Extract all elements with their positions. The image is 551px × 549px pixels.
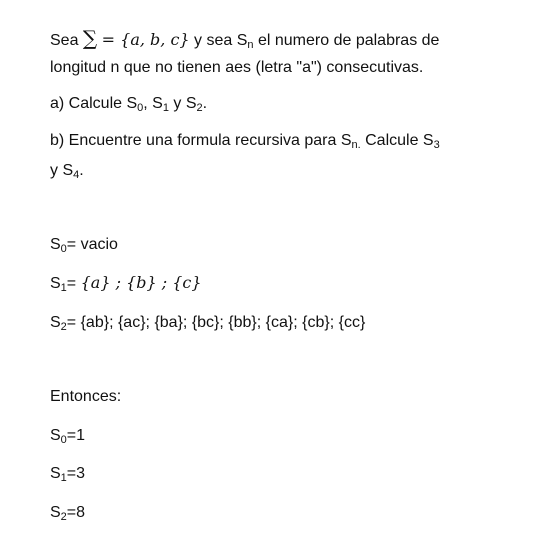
solution-s0 xyxy=(50,235,118,255)
problem-part-b-cont xyxy=(50,161,84,181)
subscript-1: 1 xyxy=(60,282,67,294)
s-label: S xyxy=(50,504,61,521)
part-b-cont-prefix: y S xyxy=(50,162,74,179)
s-label: S xyxy=(50,314,61,331)
subscript-2: 2 xyxy=(196,102,203,114)
part-a-end: . xyxy=(202,95,208,112)
subscript-1: 1 xyxy=(60,472,67,484)
results-heading: Entonces: xyxy=(50,388,122,405)
problem-line-2: longitud n que no tienen aes (letra "a") consecutivas. xyxy=(50,59,424,76)
part-a-prefix: a) Calcule S xyxy=(50,95,138,112)
s0-value: = vacio xyxy=(66,236,118,253)
problem-part-b xyxy=(50,131,440,151)
alphabet-set: = {a, b, c} xyxy=(101,30,190,49)
s2-value: = {ab}; {ac}; {ba}; {bc}; {bb}; {ca}; {cb}; {cc} xyxy=(66,314,366,331)
s-label: S xyxy=(50,275,61,292)
result-s0 xyxy=(50,426,85,446)
subscript-0: 0 xyxy=(60,243,67,255)
subscript-2: 2 xyxy=(60,321,67,333)
subscript-1: 1 xyxy=(162,102,169,114)
subscript-3: 3 xyxy=(433,139,440,151)
definition-text: el numero de palabras de xyxy=(257,32,440,49)
s2-result: =8 xyxy=(66,504,86,521)
subscript-2: 2 xyxy=(60,511,67,523)
s1-equals: = xyxy=(66,275,81,292)
subscript-4: 4 xyxy=(73,169,80,181)
part-b-middle: Calcule S xyxy=(360,132,434,149)
part-a-comma: , S xyxy=(143,95,163,112)
result-s1 xyxy=(50,464,85,484)
y-sea-text: y sea S xyxy=(194,32,248,49)
s-label: S xyxy=(50,236,61,253)
part-b-prefix: b) Encuentre una formula recursiva para S xyxy=(50,132,352,149)
subscript-0: 0 xyxy=(137,102,144,114)
problem-line-1 xyxy=(50,28,439,51)
s-label: S xyxy=(50,427,61,444)
result-s2 xyxy=(50,503,85,523)
s1-result: =3 xyxy=(66,465,86,482)
sea-word: Sea xyxy=(50,32,79,49)
s-label: S xyxy=(50,465,61,482)
s0-result: =1 xyxy=(66,427,86,444)
sum-symbol: ∑ xyxy=(82,26,98,50)
subscript-n: n xyxy=(247,39,254,51)
subscript-n: n. xyxy=(351,139,361,151)
subscript-0: 0 xyxy=(60,434,67,446)
part-b-cont-end: . xyxy=(79,162,84,179)
solution-s2 xyxy=(50,313,365,333)
s1-set: {a} ; {b} ; {c} xyxy=(80,273,202,292)
problem-part-a xyxy=(50,94,207,114)
solution-s1 xyxy=(50,273,202,294)
part-a-y: y S xyxy=(168,95,197,112)
